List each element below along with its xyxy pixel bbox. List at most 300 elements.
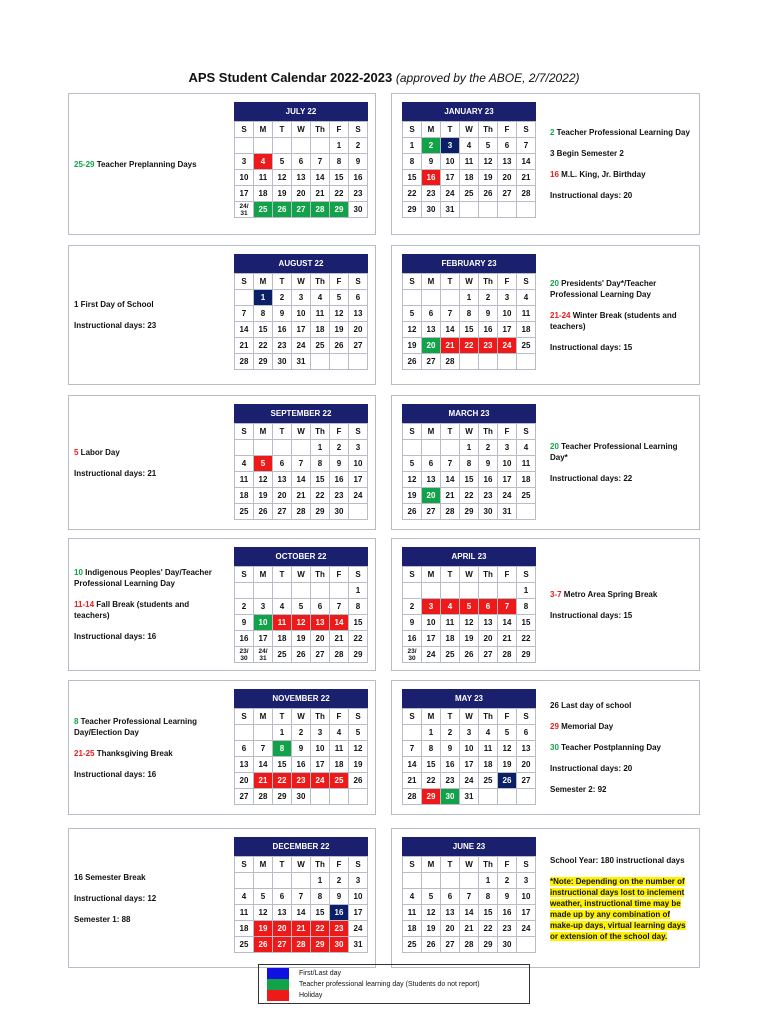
note-item [74, 447, 224, 458]
day-cell: 29 [330, 202, 349, 218]
day-cell: 14 [441, 472, 460, 488]
note-item [74, 872, 224, 883]
day-cell: 10 [311, 741, 330, 757]
week-row [235, 757, 368, 773]
empty-cell [403, 440, 422, 456]
day-cell: 22 [422, 773, 441, 789]
month-box [68, 93, 376, 235]
note-item [550, 310, 695, 332]
week-row [403, 647, 536, 663]
day-cell: 17 [422, 631, 441, 647]
empty-cell [330, 354, 349, 370]
month-header: APRIL 23 [402, 547, 536, 566]
month-header: OCTOBER 22 [234, 547, 368, 566]
day-cell: 17 [349, 472, 368, 488]
note-text: Memorial Day [558, 722, 614, 731]
day-cell: 23 [330, 488, 349, 504]
weekday-label: T [441, 857, 460, 873]
day-cell: 21 [330, 631, 349, 647]
day-cell: 11 [235, 905, 254, 921]
day-cell: 20 [273, 921, 292, 937]
empty-cell [330, 583, 349, 599]
day-cell: 17 [441, 170, 460, 186]
day-cell: 9 [441, 741, 460, 757]
day-cell: 15 [349, 615, 368, 631]
day-cell: 12 [330, 306, 349, 322]
week-row [403, 873, 536, 889]
weekday-label: S [235, 857, 254, 873]
day-cell: 3 [422, 599, 441, 615]
week-row [235, 290, 368, 306]
note-item [74, 599, 224, 621]
day-cell: 1 [479, 873, 498, 889]
day-cell: 30 [349, 202, 368, 218]
day-cell: 16 [235, 631, 254, 647]
day-cell: 3 [349, 873, 368, 889]
day-cell: 17 [460, 757, 479, 773]
day-cell: 13 [517, 741, 536, 757]
day-cell: 30 [441, 789, 460, 805]
note-text: Instructional days: 16 [74, 632, 157, 641]
weekday-label: S [403, 122, 422, 138]
day-cell: 23 [441, 773, 460, 789]
day-cell: 25 [330, 773, 349, 789]
legend-item-first-last [267, 968, 529, 979]
empty-cell [235, 725, 254, 741]
day-cell: 20 [273, 488, 292, 504]
day-cell: 10 [235, 170, 254, 186]
month-calendar [402, 547, 536, 663]
empty-cell [235, 440, 254, 456]
day-cell: 23 [479, 338, 498, 354]
day-cell: 8 [403, 154, 422, 170]
weekday-label: M [422, 567, 441, 583]
day-cell: 15 [479, 905, 498, 921]
day-cell: 3 [498, 440, 517, 456]
legend-swatch [267, 990, 289, 1001]
month-header: AUGUST 22 [234, 254, 368, 273]
month-notes [550, 539, 695, 670]
day-cell: 20 [479, 631, 498, 647]
empty-cell [498, 202, 517, 218]
day-cell: 28 [403, 789, 422, 805]
day-cell: 1 [330, 138, 349, 154]
week-row [403, 725, 536, 741]
day-cell: 5 [460, 599, 479, 615]
weekday-label: W [292, 274, 311, 290]
week-row [235, 154, 368, 170]
day-cell: 21 [235, 338, 254, 354]
day-cell: 20 [349, 322, 368, 338]
day-cell: 27 [498, 186, 517, 202]
month-calendar [234, 404, 368, 520]
note-text: Instructional days: 16 [74, 769, 157, 779]
day-cell: 9 [498, 889, 517, 905]
day-cell: 28 [235, 354, 254, 370]
day-cell: 21 [254, 773, 273, 789]
month-header: JULY 22 [234, 102, 368, 121]
day-cell: 25 [254, 202, 273, 218]
weekday-label: W [460, 424, 479, 440]
day-cell: 31 [460, 789, 479, 805]
note-date: 20 [550, 442, 559, 451]
week-row [403, 599, 536, 615]
day-cell: 29 [517, 647, 536, 663]
note-text: Teacher Professional Learning Day [554, 128, 690, 137]
day-cell: 5 [498, 725, 517, 741]
weekday-label: T [273, 567, 292, 583]
empty-cell [273, 583, 292, 599]
day-cell: 21 [441, 338, 460, 354]
day-cell: 22 [460, 338, 479, 354]
weekday-label: S [349, 122, 368, 138]
month-calendar [234, 689, 368, 805]
day-cell: 9 [403, 615, 422, 631]
month-box [68, 245, 376, 385]
day-cell: 9 [349, 154, 368, 170]
day-cell: 6 [441, 889, 460, 905]
day-cell: 15 [330, 170, 349, 186]
day-cell: 11 [517, 456, 536, 472]
weekday-label: Th [311, 857, 330, 873]
day-cell: 24 [460, 773, 479, 789]
day-cell: 19 [330, 322, 349, 338]
note-text: Labor Day [78, 447, 120, 457]
month-header: MARCH 23 [402, 404, 536, 423]
week-row [235, 472, 368, 488]
month-notes [550, 94, 695, 234]
day-cell: 21 [292, 488, 311, 504]
day-cell: 16 [441, 757, 460, 773]
day-cell: 27 [235, 789, 254, 805]
empty-cell [235, 583, 254, 599]
empty-cell [349, 354, 368, 370]
day-cell: 14 [517, 154, 536, 170]
note-text: *Note: Depending on the number of instructional days lost to inclement weather, instructional time may be made up by any combination of make-up days, virtual learning days or extension of the school day. [550, 876, 686, 941]
day-cell: 26 [254, 937, 273, 953]
day-cell: 2 [273, 290, 292, 306]
day-cell: 18 [235, 921, 254, 937]
empty-cell [311, 354, 330, 370]
empty-cell [311, 583, 330, 599]
weekday-label: M [422, 424, 441, 440]
day-cell: 12 [349, 741, 368, 757]
day-cell: 7 [498, 599, 517, 615]
day-cell: 18 [479, 757, 498, 773]
month-notes [74, 681, 224, 814]
day-cell: 20 [311, 631, 330, 647]
day-cell: 26 [422, 937, 441, 953]
day-cell: 28 [498, 647, 517, 663]
empty-cell [422, 583, 441, 599]
day-cell: 11 [330, 741, 349, 757]
month-box [391, 680, 700, 815]
legend-swatch [267, 968, 289, 979]
week-row [403, 472, 536, 488]
weekday-label: T [441, 424, 460, 440]
day-cell: 16 [422, 170, 441, 186]
weekday-label: Th [311, 122, 330, 138]
month-box [68, 828, 376, 968]
weekday-label: W [292, 857, 311, 873]
day-cell: 5 [422, 889, 441, 905]
day-cell: 16 [349, 170, 368, 186]
day-cell: 29 [403, 202, 422, 218]
day-cell: 18 [460, 170, 479, 186]
day-cell: 1 [460, 290, 479, 306]
day-cell: 7 [460, 889, 479, 905]
day-cell: 13 [235, 757, 254, 773]
day-cell: 13 [498, 154, 517, 170]
day-cell: 3 [292, 290, 311, 306]
weekday-label: S [517, 567, 536, 583]
empty-cell [441, 583, 460, 599]
legend-label: Holiday [299, 992, 323, 999]
note-text: Thanksgiving Break [94, 748, 173, 758]
day-cell: 27 [517, 773, 536, 789]
week-row [403, 186, 536, 202]
note-text: 3 Begin Semester 2 [550, 149, 624, 158]
day-cell: 28 [292, 937, 311, 953]
day-cell: 28 [254, 789, 273, 805]
week-row [235, 741, 368, 757]
day-cell: 23 [498, 921, 517, 937]
title-sub: (approved by the ABOE, 2/7/2022) [395, 71, 580, 85]
week-row [235, 338, 368, 354]
note-date: 3-7 [550, 589, 562, 599]
weekday-label: T [273, 709, 292, 725]
weekday-label: T [273, 122, 292, 138]
week-row [403, 138, 536, 154]
day-cell: 24 [292, 338, 311, 354]
week-row [235, 905, 368, 921]
day-cell: 21 [517, 170, 536, 186]
day-cell: 3 [460, 725, 479, 741]
day-cell: 22 [479, 921, 498, 937]
day-cell: 28 [330, 647, 349, 663]
day-cell: 13 [292, 170, 311, 186]
week-row [235, 202, 368, 218]
note-date: 20 [550, 278, 559, 288]
day-cell: 18 [517, 472, 536, 488]
day-cell: 8 [460, 456, 479, 472]
day-cell: 22 [517, 631, 536, 647]
day-cell: 5 [254, 456, 273, 472]
week-row [235, 170, 368, 186]
weekday-label: Th [311, 709, 330, 725]
day-cell: 25 [479, 773, 498, 789]
empty-cell [460, 583, 479, 599]
month-box [68, 680, 376, 815]
weekday-label: S [349, 709, 368, 725]
weekday-label: S [349, 424, 368, 440]
day-cell: 11 [479, 741, 498, 757]
day-cell: 25 [517, 488, 536, 504]
day-cell: 8 [460, 306, 479, 322]
week-row [403, 202, 536, 218]
day-cell: 27 [349, 338, 368, 354]
month-notes [74, 829, 224, 967]
week-row [403, 154, 536, 170]
day-cell: 2 [498, 873, 517, 889]
day-cell: 1 [311, 873, 330, 889]
month-notes [74, 246, 224, 384]
day-cell: 20 [498, 170, 517, 186]
weekday-label: F [498, 122, 517, 138]
day-cell: 22 [349, 631, 368, 647]
weekday-label: Th [479, 274, 498, 290]
day-cell: 26 [330, 338, 349, 354]
note-item [550, 763, 695, 774]
empty-cell [311, 789, 330, 805]
week-row [235, 186, 368, 202]
weekday-label: M [422, 274, 441, 290]
week-row [235, 873, 368, 889]
note-text: Semester 2: 92 [550, 785, 607, 794]
day-cell: 20 [292, 186, 311, 202]
day-cell: 24 [349, 488, 368, 504]
title-main: APS Student Calendar 2022-2023 [188, 70, 393, 85]
day-cell: 5 [403, 306, 422, 322]
day-cell: 7 [441, 456, 460, 472]
day-cell: 4 [441, 599, 460, 615]
month-box [68, 395, 376, 530]
day-cell: 20 [235, 773, 254, 789]
day-cell: 31 [292, 354, 311, 370]
day-cell: 31 [441, 202, 460, 218]
day-cell: 24 [349, 921, 368, 937]
day-cell: 11 [403, 905, 422, 921]
day-cell: 20 [422, 488, 441, 504]
day-cell: 15 [273, 757, 292, 773]
day-cell: 11 [235, 472, 254, 488]
day-cell: 24 [498, 338, 517, 354]
weekday-label: W [292, 424, 311, 440]
day-cell: 14 [311, 170, 330, 186]
empty-cell [460, 202, 479, 218]
day-cell: 25 [235, 937, 254, 953]
empty-cell [292, 583, 311, 599]
day-cell: 3 [254, 599, 273, 615]
month-header: MAY 23 [402, 689, 536, 708]
weekday-label: T [273, 274, 292, 290]
note-date: 29 [550, 722, 559, 731]
weekday-label: W [460, 857, 479, 873]
day-cell: 22 [460, 488, 479, 504]
day-cell: 27 [273, 937, 292, 953]
note-date: 21-25 [74, 748, 95, 758]
weekday-label: S [349, 857, 368, 873]
weekday-label: T [441, 274, 460, 290]
weekday-label: S [517, 424, 536, 440]
week-row [403, 615, 536, 631]
day-cell: 13 [273, 472, 292, 488]
day-cell: 27 [479, 647, 498, 663]
day-cell: 4 [517, 440, 536, 456]
day-cell: 17 [498, 472, 517, 488]
day-cell: 21 [441, 488, 460, 504]
day-cell: 22 [273, 773, 292, 789]
week-row [235, 773, 368, 789]
note-date: 30 [550, 743, 559, 752]
day-cell: 22 [330, 186, 349, 202]
week-row [403, 440, 536, 456]
week-row [403, 921, 536, 937]
weekday-label: F [330, 709, 349, 725]
day-cell: 26 [349, 773, 368, 789]
note-item [74, 769, 224, 780]
note-item [74, 893, 224, 904]
day-cell: 1 [422, 725, 441, 741]
note-text: Instructional days: 12 [74, 893, 157, 903]
day-cell: 24 [517, 921, 536, 937]
week-row [403, 504, 536, 520]
weekday-label: S [235, 424, 254, 440]
note-text: Teacher Professional Learning Day/Election Day [74, 716, 198, 737]
empty-cell [292, 138, 311, 154]
day-cell: 13 [422, 322, 441, 338]
empty-cell [349, 789, 368, 805]
day-cell: 7 [292, 456, 311, 472]
note-text: Instructional days: 21 [74, 468, 157, 478]
weekday-label: S [403, 424, 422, 440]
weekday-label: Th [311, 567, 330, 583]
day-cell: 8 [349, 599, 368, 615]
day-cell: 8 [254, 306, 273, 322]
week-row [235, 647, 368, 663]
empty-cell [479, 583, 498, 599]
week-row [403, 306, 536, 322]
day-cell: 12 [479, 154, 498, 170]
note-text: M.L. King, Jr. Birthday [558, 170, 646, 179]
weekday-label: S [235, 567, 254, 583]
note-item [74, 631, 224, 642]
day-cell: 19 [254, 921, 273, 937]
day-cell: 3 [517, 873, 536, 889]
day-cell: 6 [273, 889, 292, 905]
weekday-label: M [422, 122, 441, 138]
day-cell: 14 [460, 905, 479, 921]
day-cell: 17 [517, 905, 536, 921]
note-text: Instructional days: 15 [550, 342, 633, 352]
empty-cell [517, 504, 536, 520]
day-cell: 19 [349, 757, 368, 773]
day-cell: 21 [460, 921, 479, 937]
day-cell: 23/ 30 [403, 647, 422, 663]
month-box [391, 538, 700, 671]
day-cell: 13 [422, 472, 441, 488]
day-cell: 16 [498, 905, 517, 921]
day-cell: 27 [311, 647, 330, 663]
week-row [403, 488, 536, 504]
day-cell: 1 [517, 583, 536, 599]
day-cell: 14 [403, 757, 422, 773]
day-cell: 3 [311, 725, 330, 741]
note-item [550, 610, 695, 621]
week-row [235, 583, 368, 599]
day-cell: 2 [330, 440, 349, 456]
day-cell: 2 [235, 599, 254, 615]
empty-cell [292, 873, 311, 889]
note-text: Instructional days: 15 [550, 610, 633, 620]
empty-cell [403, 873, 422, 889]
note-item [550, 784, 695, 795]
month-box [391, 93, 700, 235]
day-cell: 28 [441, 354, 460, 370]
note-date: 2 [550, 128, 555, 137]
day-cell: 19 [403, 338, 422, 354]
day-cell: 19 [498, 757, 517, 773]
